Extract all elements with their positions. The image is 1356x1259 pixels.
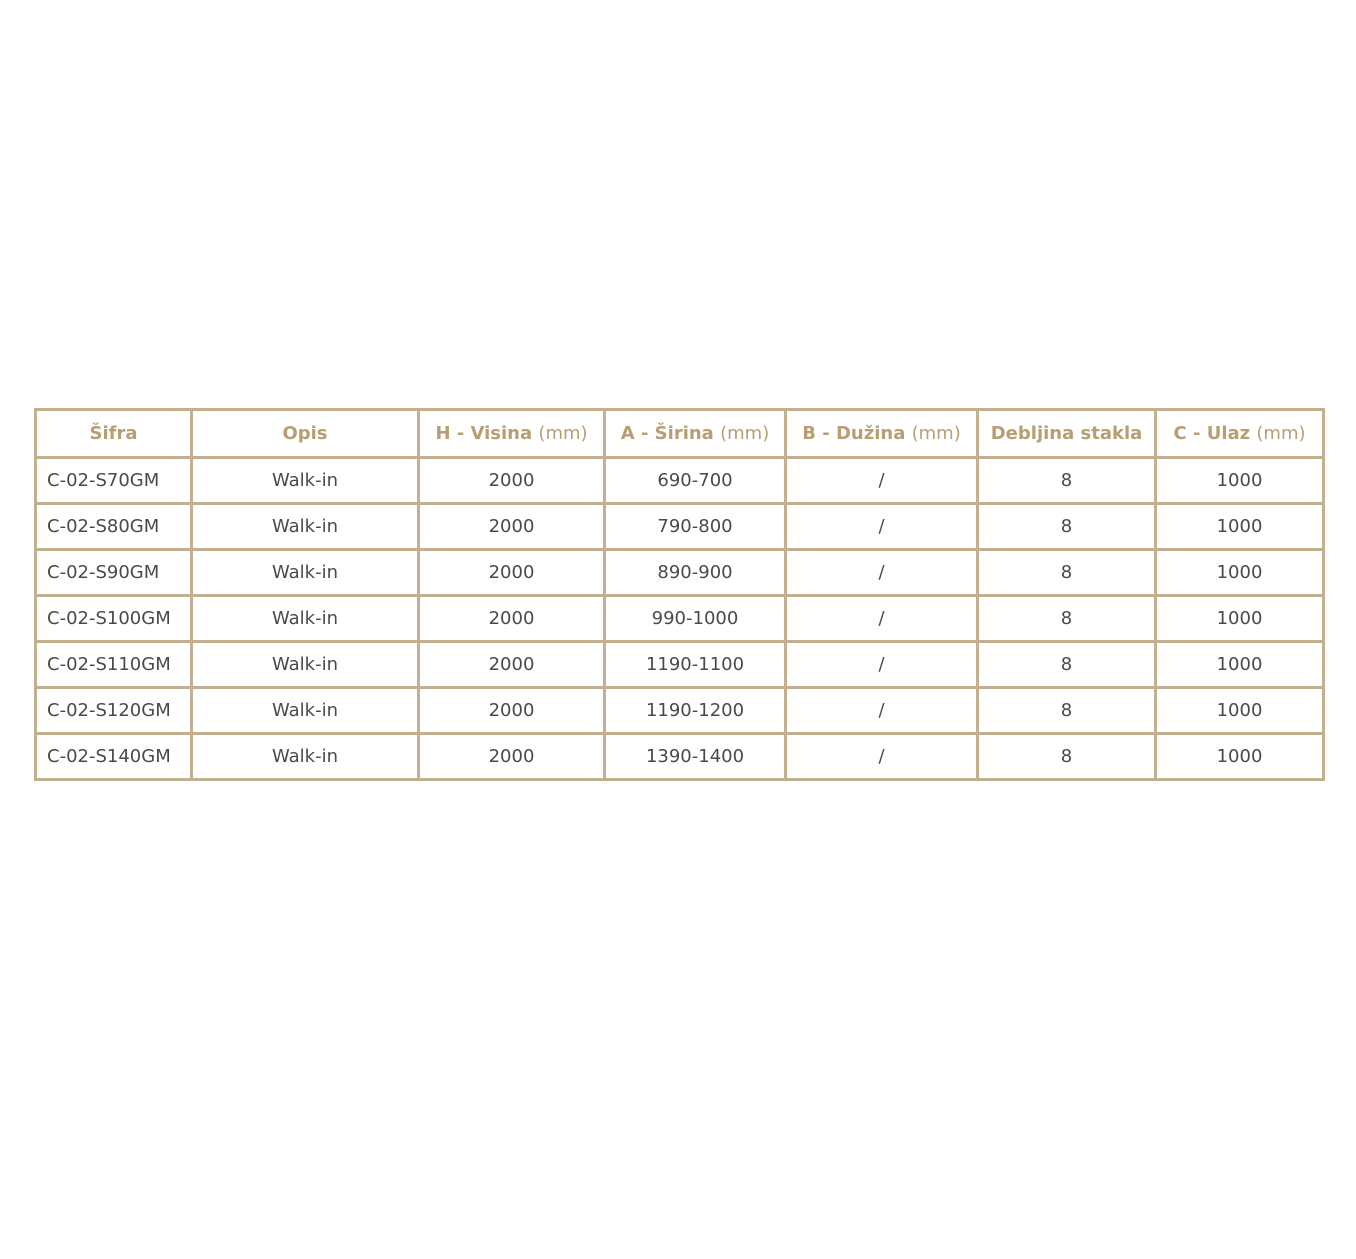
- cell-width: 1190-1200: [605, 688, 786, 734]
- cell-length: /: [786, 596, 978, 642]
- cell-glass-thickness: 8: [978, 504, 1156, 550]
- cell-glass-thickness: 8: [978, 550, 1156, 596]
- table-row: [36, 688, 1324, 734]
- cell-description: Walk-in: [192, 642, 419, 688]
- cell-description: Walk-in: [192, 504, 419, 550]
- cell-width: 690-700: [605, 458, 786, 504]
- cell-code: C-02-S100GM: [36, 596, 192, 642]
- cell-length: /: [786, 734, 978, 780]
- cell-entry: 1000: [1156, 734, 1324, 780]
- cell-height: 2000: [419, 642, 605, 688]
- cell-height: 2000: [419, 458, 605, 504]
- table-row: [36, 458, 1324, 504]
- cell-glass-thickness: 8: [978, 596, 1156, 642]
- cell-code: C-02-S140GM: [36, 734, 192, 780]
- cell-width: 990-1000: [605, 596, 786, 642]
- cell-entry: 1000: [1156, 550, 1324, 596]
- cell-width: 790-800: [605, 504, 786, 550]
- table-header-row: [36, 410, 1324, 458]
- cell-code: C-02-S80GM: [36, 504, 192, 550]
- spec-table-container: [34, 408, 1322, 781]
- cell-code: C-02-S90GM: [36, 550, 192, 596]
- header-duzina: B - Dužina (mm): [786, 410, 978, 458]
- header-ulaz: C - Ulaz (mm): [1156, 410, 1324, 458]
- cell-entry: 1000: [1156, 458, 1324, 504]
- cell-description: Walk-in: [192, 734, 419, 780]
- header-opis: Opis: [192, 410, 419, 458]
- cell-height: 2000: [419, 734, 605, 780]
- cell-length: /: [786, 550, 978, 596]
- cell-description: Walk-in: [192, 550, 419, 596]
- cell-description: Walk-in: [192, 688, 419, 734]
- header-sirina: A - Širina (mm): [605, 410, 786, 458]
- table-row: [36, 550, 1324, 596]
- cell-entry: 1000: [1156, 504, 1324, 550]
- cell-entry: 1000: [1156, 642, 1324, 688]
- cell-glass-thickness: 8: [978, 642, 1156, 688]
- cell-description: Walk-in: [192, 596, 419, 642]
- cell-height: 2000: [419, 550, 605, 596]
- table-row: [36, 596, 1324, 642]
- cell-entry: 1000: [1156, 688, 1324, 734]
- cell-width: 890-900: [605, 550, 786, 596]
- header-sifra: Šifra: [36, 410, 192, 458]
- cell-width: 1190-1100: [605, 642, 786, 688]
- cell-length: /: [786, 458, 978, 504]
- cell-height: 2000: [419, 688, 605, 734]
- cell-code: C-02-S70GM: [36, 458, 192, 504]
- table-row: [36, 734, 1324, 780]
- header-debljina: Debljina stakla: [978, 410, 1156, 458]
- header-visina: H - Visina (mm): [419, 410, 605, 458]
- cell-height: 2000: [419, 596, 605, 642]
- cell-width: 1390-1400: [605, 734, 786, 780]
- cell-height: 2000: [419, 504, 605, 550]
- cell-length: /: [786, 504, 978, 550]
- cell-entry: 1000: [1156, 596, 1324, 642]
- spec-table: [34, 408, 1325, 781]
- cell-length: /: [786, 688, 978, 734]
- cell-code: C-02-S110GM: [36, 642, 192, 688]
- cell-glass-thickness: 8: [978, 458, 1156, 504]
- cell-length: /: [786, 642, 978, 688]
- cell-glass-thickness: 8: [978, 688, 1156, 734]
- cell-code: C-02-S120GM: [36, 688, 192, 734]
- cell-description: Walk-in: [192, 458, 419, 504]
- table-row: [36, 504, 1324, 550]
- cell-glass-thickness: 8: [978, 734, 1156, 780]
- table-row: [36, 642, 1324, 688]
